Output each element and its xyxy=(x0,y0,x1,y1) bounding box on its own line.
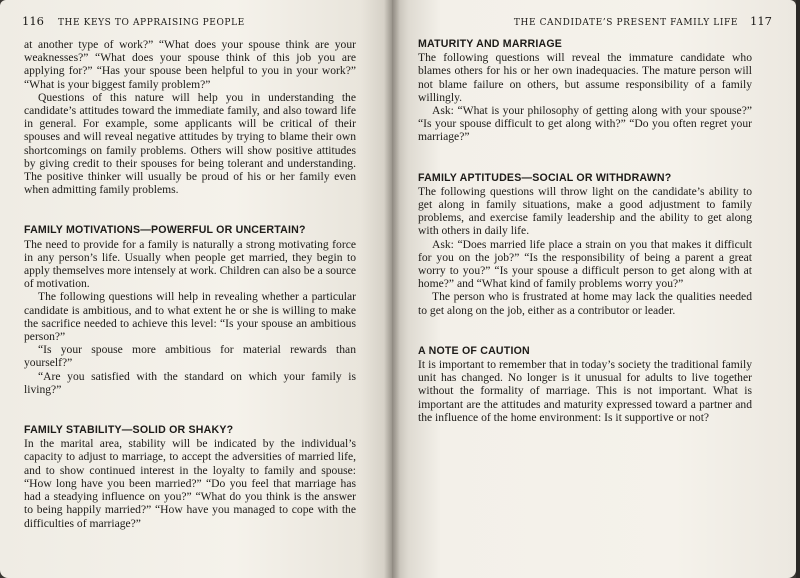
paragraph: “Is your spouse more ambitious for material rewards than yourself?” xyxy=(24,343,356,370)
right-running-head xyxy=(514,14,772,28)
heading-family-stability: FAMILY STABILITY—SOLID OR SHAKY? xyxy=(24,424,234,437)
paragraph: The person who is frustrated at home may lack the qualities needed to get along on the job, either as a contributor or leader. xyxy=(418,290,752,317)
left-page xyxy=(0,0,392,578)
section-gap xyxy=(24,396,356,424)
heading-maturity-and-marriage: MATURITY AND MARRIAGE xyxy=(418,38,563,50)
book-gutter-shadow xyxy=(384,0,400,578)
section-gap xyxy=(24,196,356,224)
heading-family-aptitudes: FAMILY APTITUDES—SOCIAL OR WITHDRAWN? xyxy=(418,171,672,184)
paragraph: In the marital area, stability will be indicated by the individual’s capacity to adjust to marriage, to accept the adversities of married life, and to show continued interest in the loyalty to family and spouse: “How long have you been married?” “Do you feel that marriage has had a steadying influence on you?” “What do you think is the answer to being happily married?” “How have you managed to cope with the difficulties of marriage?” xyxy=(24,437,356,530)
background-edge xyxy=(796,0,800,578)
right-running-title: THE CANDIDATE’S PRESENT FAMILY LIFE xyxy=(513,18,739,28)
left-page-number: 116 xyxy=(22,14,44,28)
paragraph: It is important to remember that in today’s society the traditional family unit has changed. No longer is it unusual for adults to live together without the formality of marriage. This is not important. What is important are the attitudes and maturity expressed toward a partner and the influence of the home environment: Is it supportive or not? xyxy=(418,358,752,424)
section-gap xyxy=(418,144,752,172)
heading-note-of-caution: A NOTE OF CAUTION xyxy=(418,344,530,357)
paragraph: Questions of this nature will help you in understanding the candidate’s attitudes toward the immediate family, and also toward life in general. For example, some applicants will be critical of their spouses and will reveal negative attitudes by trying to blame their own shortcomings on family problems. Others will show positive attitudes by giving credit to their spouses for being tolerant and understanding. The positive thinker will usually be proud of his or her family even when admitting family problems. xyxy=(24,90,356,197)
left-running-head xyxy=(22,14,245,28)
paragraph: The need to provide for a family is naturally a strong motivating force in any person’s life. Usually when people get married, they begin to apply themselves more intensely at work. Children can also be a source of motivation. xyxy=(24,237,356,291)
right-page-number: 117 xyxy=(750,14,772,28)
paragraph: at another type of work?” “What does your spouse think are your weaknesses?” “What does your spouse think of this job you are applying for?” “Has your spouse been helpful to you in your work?” “What is your biggest family problem?” xyxy=(24,38,356,91)
left-page-body xyxy=(24,38,356,530)
left-running-title: THE KEYS TO APPRAISING PEOPLE xyxy=(57,18,245,28)
right-page-body xyxy=(418,38,752,424)
paragraph: The following questions will throw light on the candidate’s ability to get along in family situations, make a good adjustment to family problems, and exercise family leadership and the ability to get along with others in daily life. xyxy=(418,184,752,238)
section-gap xyxy=(418,317,752,345)
paragraph: The following questions will help in revealing whether a particular candidate is ambitious, and to what extent he or she is willing to make the sacrifice needed to achieve this level: “Is your spouse an ambitious person?” xyxy=(24,290,356,344)
right-page xyxy=(392,0,796,578)
heading-family-motivations: FAMILY MOTIVATIONS—POWERFUL OR UNCERTAIN? xyxy=(24,224,306,237)
paragraph: “Are you satisfied with the standard on which your family is living?” xyxy=(24,369,356,396)
paragraph: Ask: “Does married life place a strain on you that makes it difficult for you on the job?” “Is the responsibility of being a parent a great worry to you?” “Is your spouse a difficult person to get along with at home?” and “What kind of family problems worry you?” xyxy=(418,237,752,291)
paragraph: The following questions will reveal the immature candidate who blames others for his or her own inadequacies. The mature person will not blame failure on others, but assume responsibility of a family willingly. xyxy=(418,51,752,104)
paragraph: Ask: “What is your philosophy of getting along with your spouse?” “Is your spouse difficult to get along with?” “Do you often regret your marriage?” xyxy=(418,104,752,144)
